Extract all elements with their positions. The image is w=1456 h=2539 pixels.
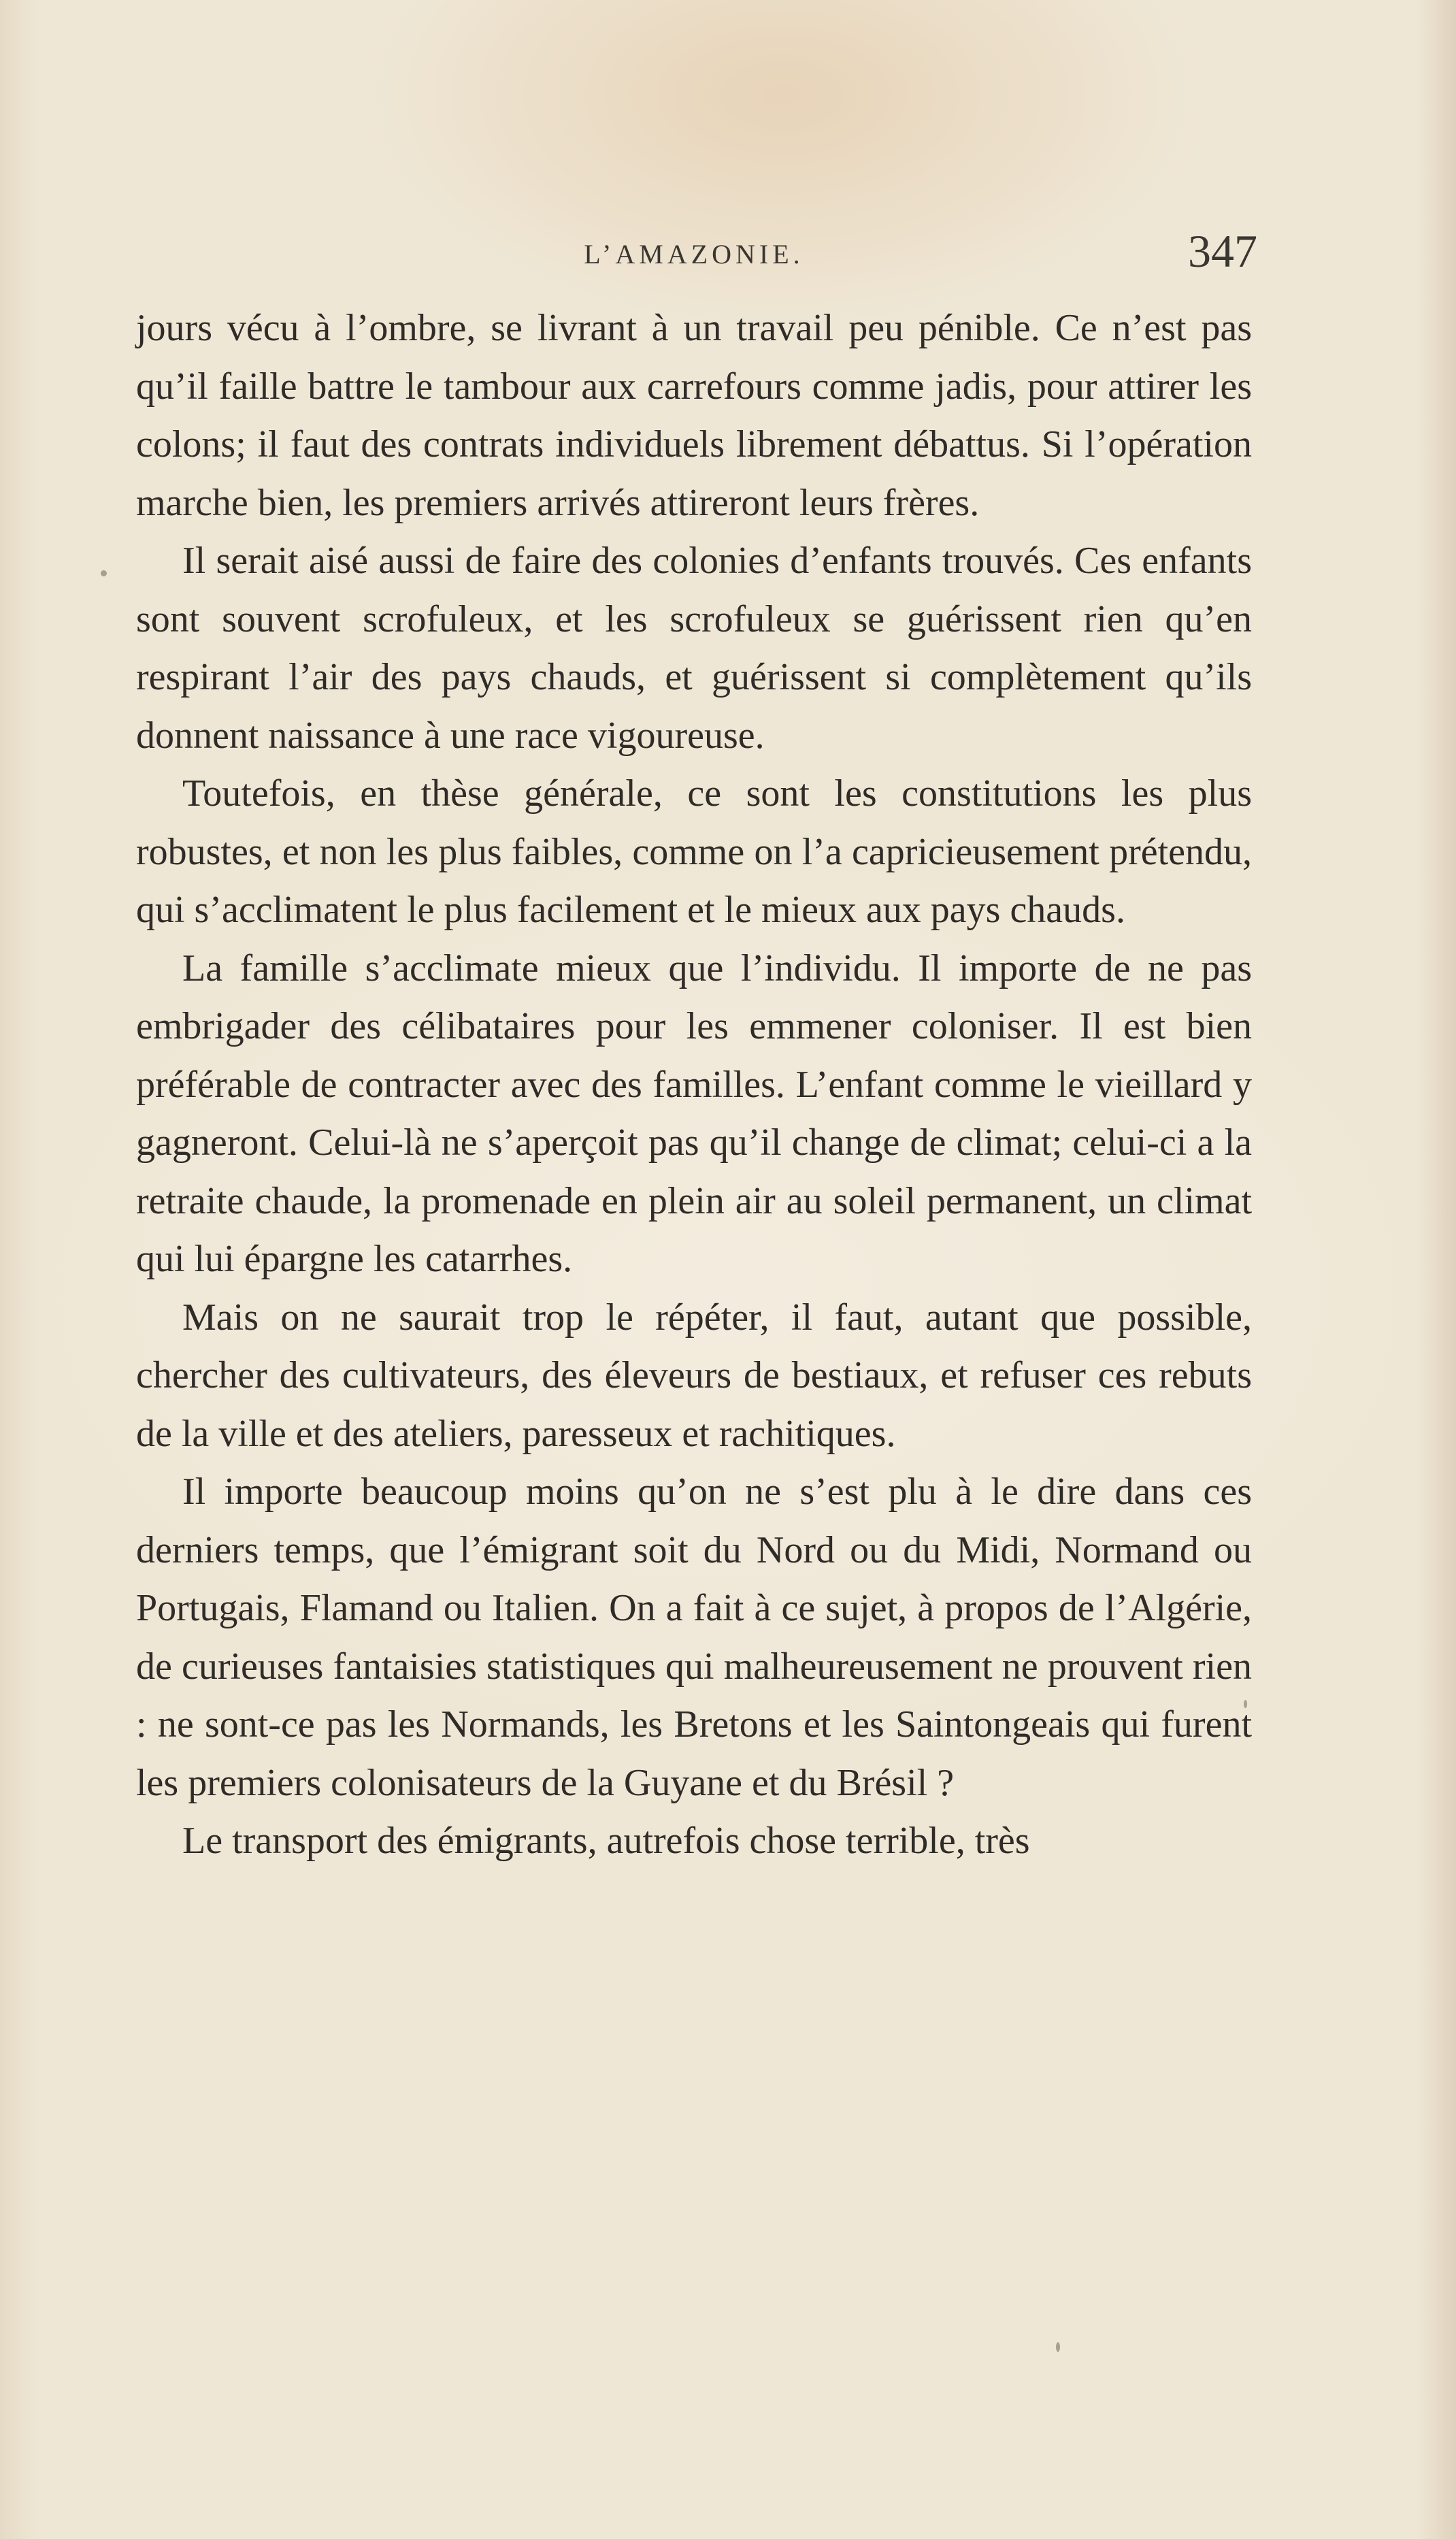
page-number: 347 bbox=[1188, 225, 1257, 277]
paper-speck bbox=[1056, 2342, 1060, 2352]
running-header bbox=[136, 225, 1257, 286]
paragraph: jours vécu à l’ombre, se livrant à un travail peu pénible. Ce n’est pas qu’il faille battre le tambour aux carrefours comme jadis, pour attirer les colons; il faut des contrats individuels librement débattus. Si l’opération marche bien, les premiers arrivés attireront leurs frères. bbox=[136, 307, 1252, 524]
body-text bbox=[136, 299, 1252, 1871]
paragraph: Il importe beaucoup moins qu’on ne s’est plu à le dire dans ces derniers temps, que l’émigrant soit du Nord ou du Midi, Normand ou Portugais, Flamand ou Italien. On a fait à ce sujet, à propos de l’Algérie, de curieuses fantaisies statistiques qui malheureusement ne prouvent rien : ne sont-ce pas les Normands, les Bretons et les Saintongeais qui furent les premiers colonisateurs de la Guyane et du Brésil ? bbox=[136, 1471, 1252, 1804]
paragraph: Il serait aisé aussi de faire des colonies d’enfants trouvés. Ces enfants sont souvent scrofuleux, et les scrofuleux se guérissent rien qu’en respirant l’air des pays chauds, et guérissent si complètement qu’ils donnent naissance à une race vigoureuse. bbox=[136, 540, 1252, 757]
paragraph: Mais on ne saurait trop le répéter, il faut, autant que possible, chercher des cultivateurs, des éleveurs de bestiaux, et refuser ces rebuts de la ville et des ateliers, paresseux et rachitiques. bbox=[136, 1296, 1252, 1455]
paragraph: Le transport des émigrants, autrefois chose terrible, très bbox=[182, 1820, 1030, 1862]
running-title: L’AMAZONIE. bbox=[584, 239, 804, 269]
paper-speck bbox=[101, 570, 107, 576]
paragraph: La famille s’acclimate mieux que l’individu. Il importe de ne pas embrigader des célibataires pour les emmener coloniser. Il est bien préférable de contracter avec des familles. L’enfant comme le vieillard y gagneront. Celui-là ne s’aperçoit pas qu’il change de climat; celui-ci a la retraite chaude, la promenade en plein air au soleil permanent, un climat qui lui épargne les catarrhes. bbox=[136, 947, 1252, 1280]
paragraph: Toutefois, en thèse générale, ce sont les constitutions les plus robustes, et non les plus faibles, comme on l’a capricieusement prétendu, qui s’acclimatent le plus facilement et le mieux aux pays chauds. bbox=[136, 772, 1252, 931]
